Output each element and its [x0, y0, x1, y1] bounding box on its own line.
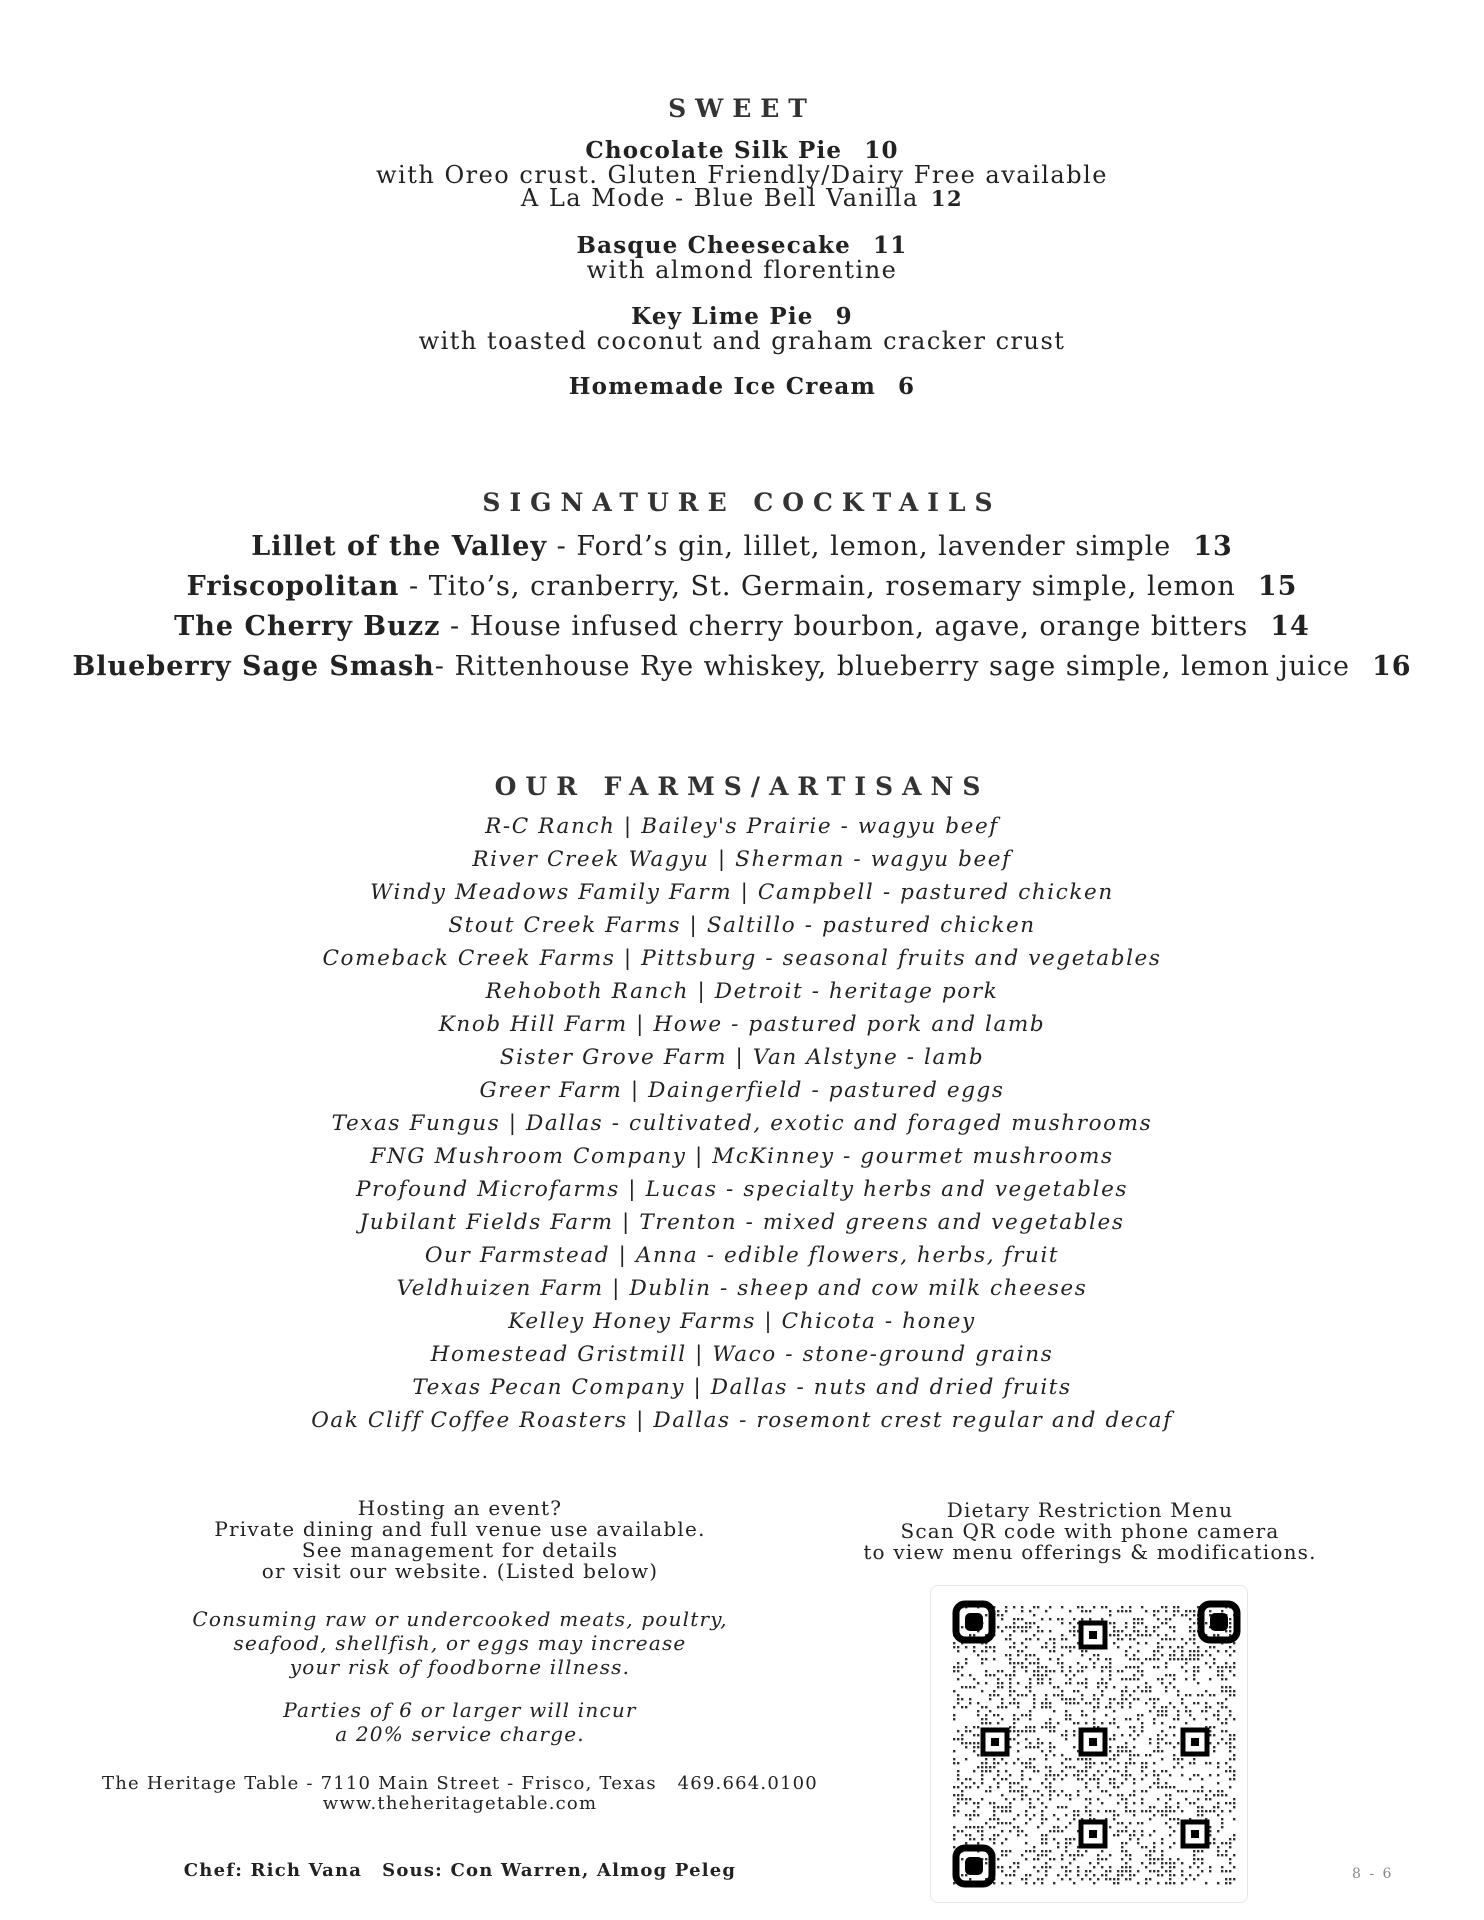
sweet-item-chocolate-silk-pie	[0, 138, 1484, 210]
farm-item: River Creek Wagyu | Sherman - wagyu beef	[472, 847, 1012, 872]
sweet-heading: SWEET	[668, 94, 816, 123]
chef-credits	[60, 1860, 860, 1881]
farm-item: Greer Farm | Daingerfield - pastured eggs	[479, 1078, 1005, 1103]
cocktail-name: Blueberry Sage Smash	[72, 651, 435, 682]
farm-item: Windy Meadows Family Farm | Campbell - pastured chicken	[370, 880, 1114, 905]
farm-item: Homestead Gristmill | Waco - stone-ground grains	[430, 1342, 1054, 1367]
item-price: 9	[835, 303, 853, 330]
website-link[interactable]: www.theheritagetable.com	[322, 1793, 598, 1814]
cocktail-list	[0, 527, 1484, 687]
qr-code-icon[interactable]	[930, 1585, 1248, 1903]
address: The Heritage Table - 7110 Main Street - Frisco, Texas 469.664.0100	[102, 1773, 818, 1794]
item-description: with toasted coconut and graham cracker crust	[418, 327, 1066, 355]
sweet-item-basque-cheesecake	[0, 233, 1484, 282]
cocktail-item: Blueberry Sage Smash- Rittenhouse Rye whiskey, blueberry sage simple, lemon juice 16	[72, 651, 1412, 682]
qr-code-graphic	[931, 1586, 1247, 1902]
farm-item: Kelley Honey Farms | Chicota - honey	[508, 1309, 976, 1334]
farm-item: Oak Cliff Coffee Roasters | Dallas - rosemont crest regular and decaf	[311, 1408, 1173, 1433]
item-price: 6	[898, 373, 916, 400]
item-name: Chocolate Silk Pie	[585, 137, 843, 164]
cocktail-price: 16	[1371, 651, 1412, 682]
farm-item: Sister Grove Farm | Van Alstyne - lamb	[499, 1045, 985, 1070]
cocktail-price: 13	[1193, 531, 1233, 562]
item-price: 10	[864, 137, 899, 164]
food-safety-warning: Consuming raw or undercooked meats, poultry, seafood, shellfish, or eggs may increase your risk of foodborne illness.	[192, 1607, 728, 1679]
farm-list	[0, 810, 1484, 1437]
farm-item: R-C Ranch | Bailey's Prairie - wagyu beef	[485, 814, 999, 839]
page-code: 8 - 6	[1352, 1866, 1394, 1882]
cocktail-name: Friscopolitan	[186, 571, 400, 602]
farm-item: Veldhuizen Farm | Dublin - sheep and cow milk cheeses	[396, 1276, 1088, 1301]
farms-heading: OUR FARMS/ARTISANS	[494, 772, 990, 801]
cocktail-item: The Cherry Buzz - House infused cherry bourbon, agave, orange bitters 14	[174, 611, 1310, 642]
cocktail-description: Tito’s, cranberry, St. Germain, rosemary simple, lemon	[428, 571, 1236, 602]
item-price: 11	[873, 232, 908, 259]
chef-name: Chef: Rich Vana	[183, 1860, 363, 1881]
cocktails-heading: SIGNATURE COCKTAILS	[482, 488, 1002, 517]
item-name: Basque Cheesecake	[576, 232, 852, 259]
cocktail-price: 14	[1270, 611, 1310, 642]
farm-item: FNG Mushroom Company | McKinney - gourmet mushrooms	[370, 1144, 1114, 1169]
cocktail-price: 15	[1257, 571, 1298, 602]
farm-item: Profound Microfarms | Lucas - specialty herbs and vegetables	[355, 1177, 1129, 1202]
service-charge-note: Parties of 6 or larger will incur a 20% service charge.	[283, 1698, 637, 1746]
item-addon-price: 12	[930, 186, 964, 211]
sweet-item-key-lime-pie	[0, 304, 1484, 353]
cocktail-description: Rittenhouse Rye whiskey, blueberry sage simple, lemon juice	[454, 651, 1350, 682]
farm-item: Texas Fungus | Dallas - cultivated, exotic and foraged mushrooms	[331, 1111, 1153, 1136]
farm-item: Knob Hill Farm | Howe - pastured pork and lamb	[438, 1012, 1046, 1037]
event-info: Hosting an event? Private dining and full venue use available. See management for details or visit our website. (Listed below)	[214, 1496, 706, 1583]
sous-chefs: Sous: Con Warren, Almog Peleg	[382, 1860, 737, 1881]
sweet-item-homemade-ice-cream	[0, 374, 1484, 400]
cocktail-name: Lillet of the Valley	[251, 531, 548, 562]
item-addon: A La Mode - Blue Bell Vanilla	[520, 184, 919, 212]
restaurant-contact	[60, 1774, 860, 1814]
cocktail-item: Friscopolitan - Tito’s, cranberry, St. Germain, rosemary simple, lemon 15	[186, 571, 1298, 602]
item-name: Homemade Ice Cream	[568, 373, 877, 400]
cocktail-name: The Cherry Buzz	[174, 611, 441, 642]
farm-item: Jubilant Fields Farm | Trenton - mixed greens and vegetables	[359, 1210, 1125, 1235]
farm-item: Our Farmstead | Anna - edible flowers, herbs, fruit	[424, 1243, 1060, 1268]
farm-item: Comeback Creek Farms | Pittsburg - seasonal fruits and vegetables	[322, 946, 1162, 971]
cocktail-description: Ford’s gin, lillet, lemon, lavender simple	[576, 531, 1172, 562]
farm-item: Stout Creek Farms | Saltillo - pastured chicken	[448, 913, 1036, 938]
cocktail-item: Lillet of the Valley - Ford’s gin, lillet, lemon, lavender simple 13	[251, 531, 1233, 562]
farm-item: Texas Pecan Company | Dallas - nuts and dried fruits	[412, 1375, 1072, 1400]
item-name: Key Lime Pie	[631, 303, 814, 330]
farm-item: Rehoboth Ranch | Detroit - heritage pork	[485, 979, 999, 1004]
cocktail-description: House infused cherry bourbon, agave, orange bitters	[469, 611, 1249, 642]
item-description: with Oreo crust. Gluten Friendly/Dairy Free available	[376, 161, 1108, 189]
item-description: with almond florentine	[586, 256, 898, 284]
dietary-menu-info: Dietary Restriction Menu Scan QR code with phone camera to view menu offerings & modifications.	[863, 1498, 1317, 1564]
